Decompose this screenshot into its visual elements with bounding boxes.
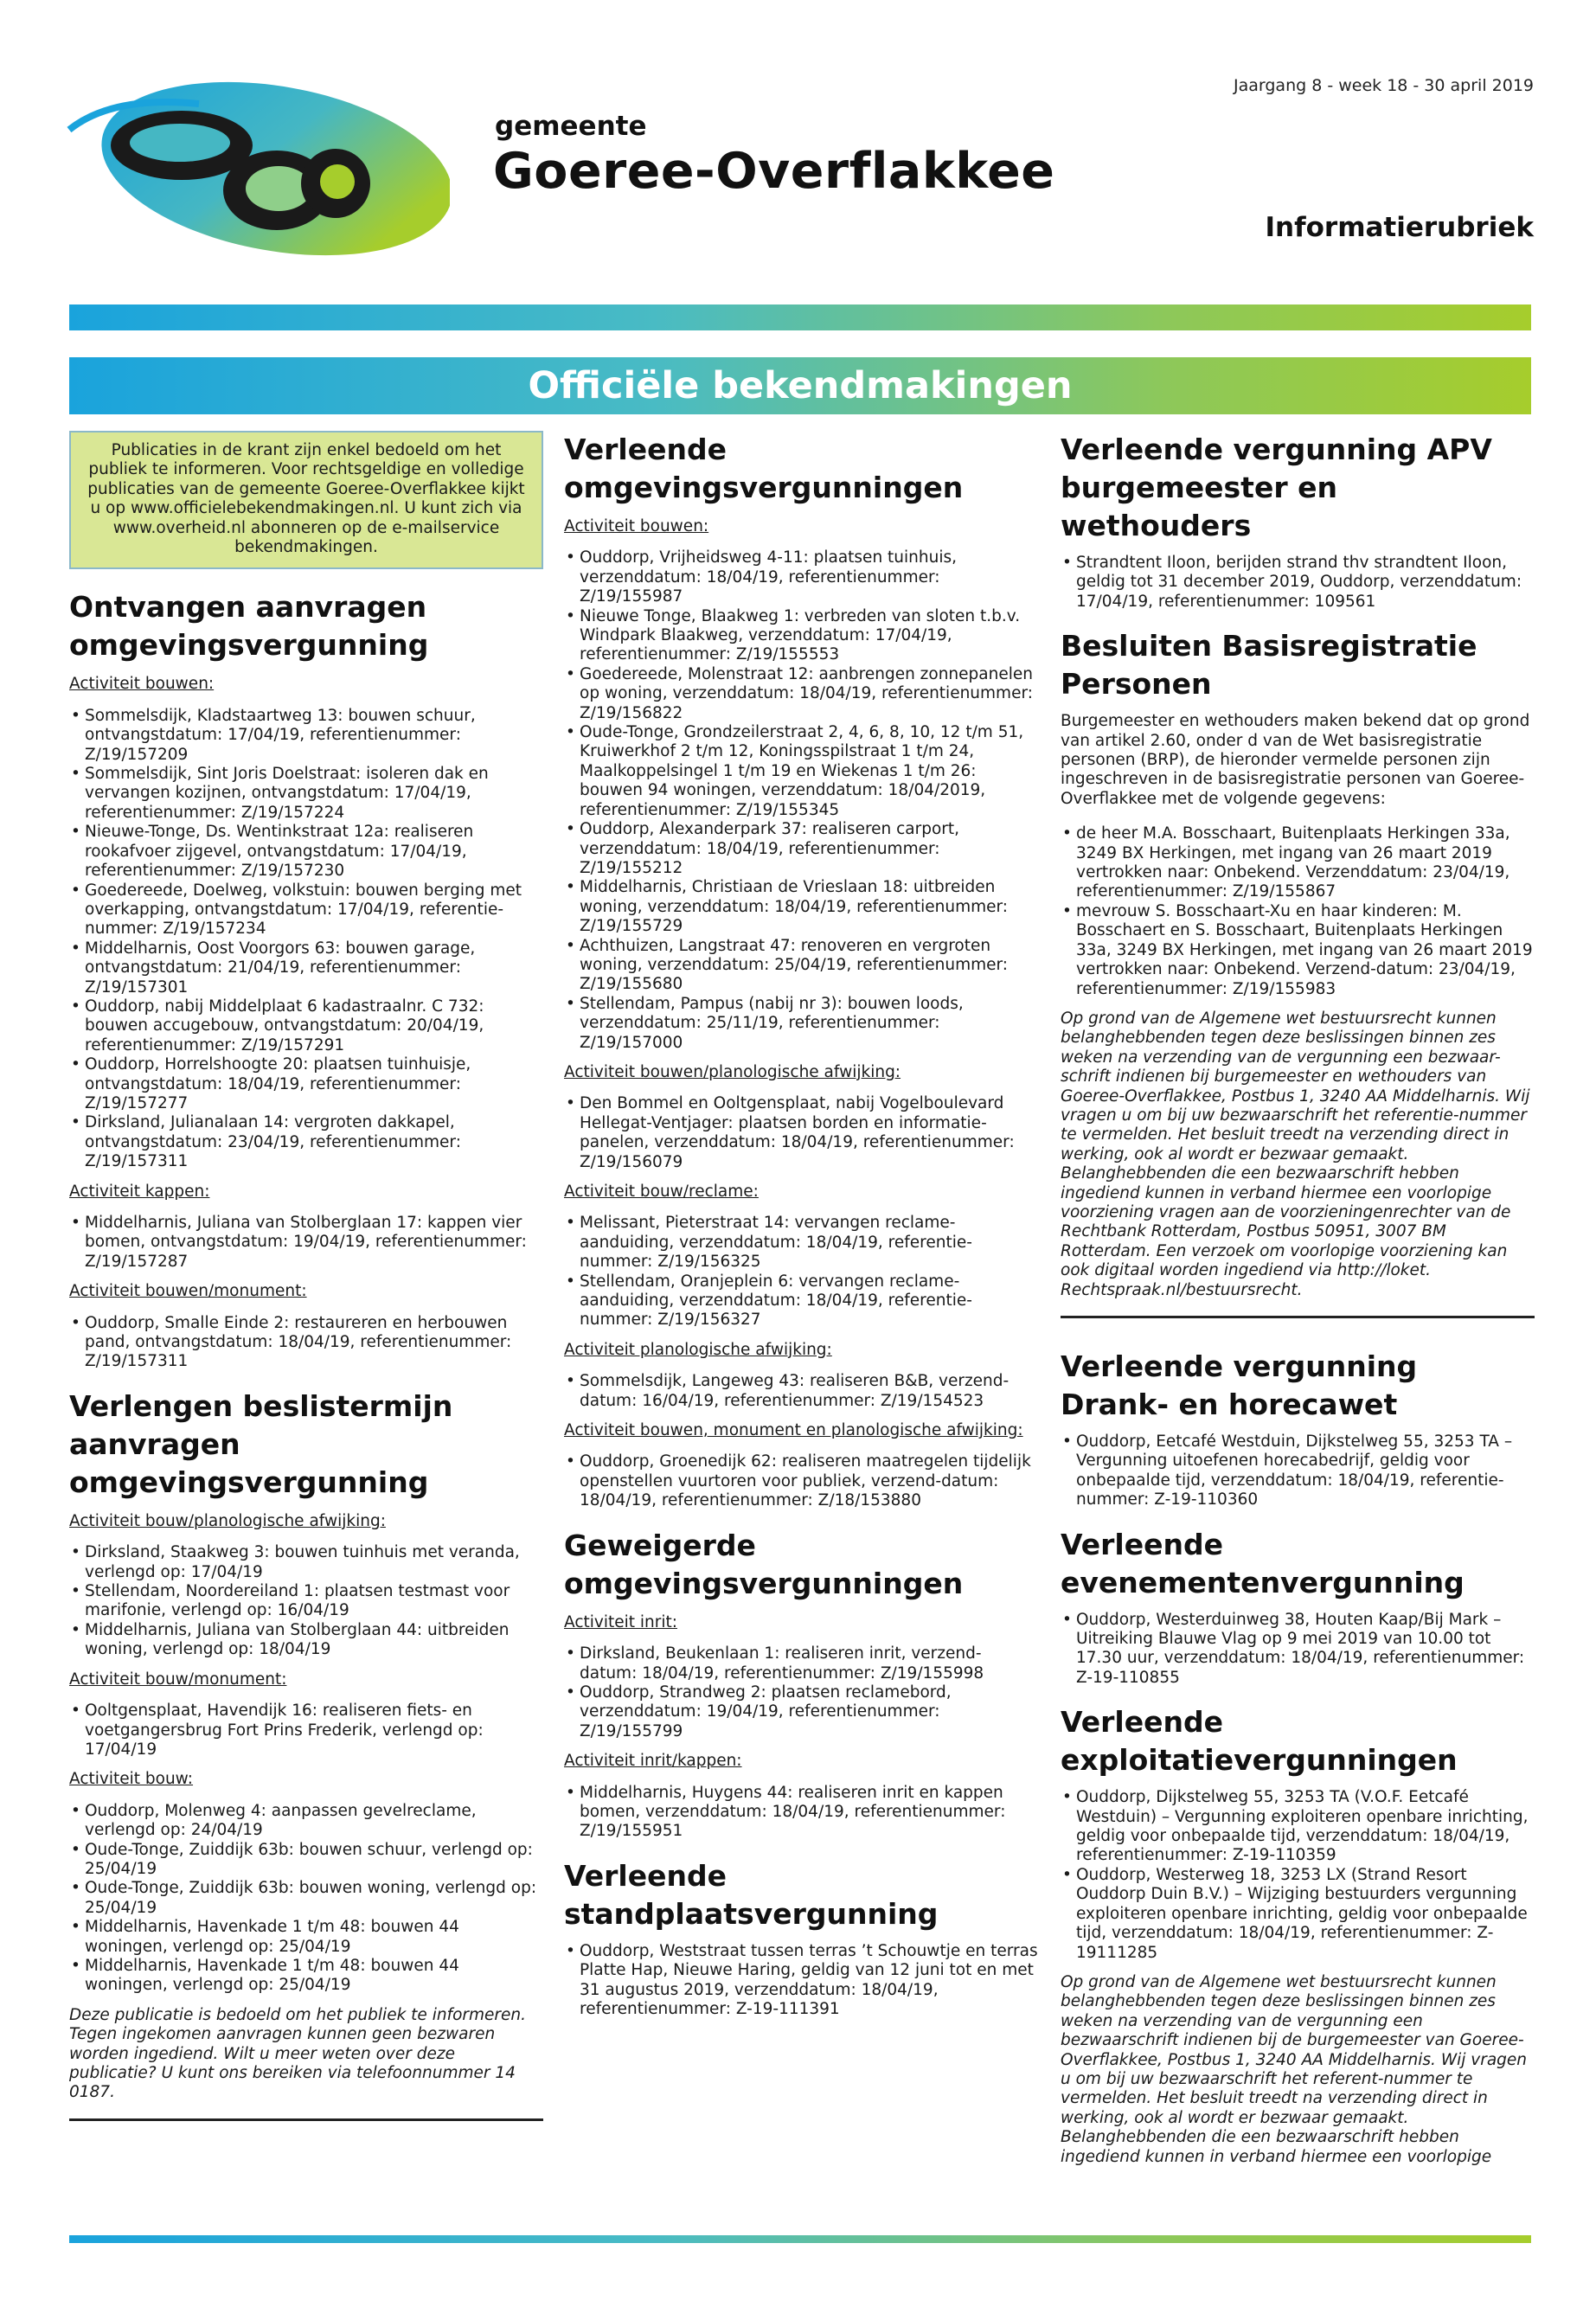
- section-title: Verleende vergunning APV burgemeester en wethouders: [1061, 433, 1492, 542]
- list-item: • Den Bommel en Ooltgensplaat, nabij Vogelboulevard Hellegat-Ventjager: plaatsen borden en informatie-panelen, verzenddatum: 18/04/19, referentienummer: Z/19/156079: [564, 1094, 1038, 1172]
- list-item: • Middelharnis, Christiaan de Vrieslaan 18: uitbreiden woning, verzenddatum: 18/04/19, referentienummer: Z/19/155729: [564, 878, 1038, 936]
- list-item: • Dirksland, Julianalaan 14: vergroten dakkapel, ontvangstdatum: 23/04/19, referentienummer: Z/19/157311: [69, 1113, 543, 1171]
- section-title: Verleende vergunning Drank- en horecawet: [1061, 1349, 1418, 1421]
- list-item: • Middelharnis, Huygens 44: realiseren inrit en kappen bomen, verzenddatum: 18/04/19, referentienummer: Z/19/155951: [564, 1784, 1038, 1842]
- column-left: [69, 431, 543, 2150]
- list-item: • mevrouw S. Bosschaart-Xu en haar kinderen: M. Bosschaert en S. Bosschaart, Buitenplaats Herkingen 33a, 3249 BX Herkingen, met ingang van 26 maart 2019 vertrokken naar: Onbekend. Verzend-datum: 23/04/19, referentienummer: Z/19/155983: [1061, 902, 1535, 999]
- item-list: [1061, 1433, 1535, 1510]
- list-item: • Nieuwe Tonge, Blaakweg 1: verbreden van sloten t.b.v. Windpark Blaakweg, verzenddatum: 17/04/19, referentienummer: Z/19/155553: [564, 607, 1038, 665]
- list-item: • Middelharnis, Juliana van Stolberglaan 44: uitbreiden woning, verlengd op: 18/04/19: [69, 1621, 543, 1660]
- list-item: • Ouddorp, Westerweg 18, 3253 LX (Strand Resort Ouddorp Duin B.V.) – Wijziging bestuurders vergunning exploiteren openbare inrichting, geldig voor onbepaalde tijd, verzenddatum: 18/04/19, referentienummer: Z-19111285: [1061, 1866, 1535, 1963]
- item-list: [1061, 1611, 1535, 1689]
- list-item: • Ouddorp, Weststraat tussen terras ’t Schouwtje en terras Platte Hap, Nieuwe Haring, geldig van 12 juni tot en met 31 augustus 2019, verzenddatum: 18/04/19, referentienummer: Z-19-111391: [564, 1942, 1038, 2020]
- item-list: [69, 1214, 543, 1272]
- item-list: [564, 1942, 1038, 2020]
- category-label: Activiteit inrit:: [564, 1612, 677, 1631]
- section-title: Ontvangen aanvragen omgevingsvergunning: [69, 590, 429, 663]
- category-label: Activiteit bouw/monument:: [69, 1670, 287, 1689]
- brand-prefix: gemeente: [495, 111, 647, 142]
- item-list: [69, 1802, 543, 1996]
- list-item: • Sommelsdijk, Kladstaartweg 13: bouwen schuur, ontvangstdatum: 17/04/19, referentienummer: Z/19/157209: [69, 707, 543, 765]
- list-item: • Ouddorp, Molenweg 4: aanpassen gevelreclame, verlengd op: 24/04/19: [69, 1802, 543, 1841]
- closing-text: Deze publicatie is bedoeld om het publiek te informeren. Tegen ingekomen aanvragen kunnen geen bezwaren worden ingediend. Wilt u meer weten over deze publicatie? U kunt ons bereiken via telefoonnummer 14 0187.: [69, 2005, 526, 2102]
- list-item: • Melissant, Pieterstraat 14: vervangen reclame-aanduiding, verzenddatum: 18/04/19, referentie-nummer: Z/19/156325: [564, 1214, 1038, 1272]
- list-item: • Dirksland, Staakweg 3: bouwen tuinhuis met veranda, verlengd op: 17/04/19: [69, 1543, 543, 1582]
- banner-title: Officiële bekendmakingen: [528, 364, 1073, 407]
- divider: [69, 2118, 543, 2121]
- list-item: • Oude-Tonge, Zuiddijk 63b: bouwen schuur, verlengd op: 25/04/19: [69, 1841, 543, 1880]
- list-item: • Goedereede, Molenstraat 12: aanbrengen zonnepanelen op woning, verzenddatum: 18/04/19, referentienummer: Z/19/156822: [564, 665, 1038, 723]
- top-gradient-bar: [69, 304, 1531, 330]
- item-list: [1061, 824, 1535, 999]
- section-title: Verleende evenementenvergunning: [1061, 1527, 1465, 1599]
- list-item: • Stellendam, Oranjeplein 6: vervangen reclame-aanduiding, verzenddatum: 18/04/19, referentie-nummer: Z/19/156327: [564, 1272, 1038, 1330]
- list-item: • Middelharnis, Havenkade 1 t/m 48: bouwen 44 woningen, verlengd op: 25/04/19: [69, 1957, 543, 1996]
- list-item: • Ouddorp, Dijkstelweg 55, 3253 TA (V.O.F. Eetcafé Westduin) – Vergunning exploiteren openbare inrichting, geldig voor onbepaalde tijd, verzenddatum: 18/04/19, referentienummer: Z-19-110359: [1061, 1788, 1535, 1866]
- item-list: [564, 1644, 1038, 1741]
- bottom-gradient-bar: [69, 2235, 1531, 2243]
- column-middle: [564, 431, 1038, 2029]
- category-label: Activiteit bouwen:: [69, 675, 215, 694]
- list-item: • Ouddorp, Strandweg 2: plaatsen reclamebord, verzenddatum: 19/04/19, referentienummer: Z/19/155799: [564, 1683, 1038, 1741]
- banner: [69, 357, 1531, 414]
- list-item: • Oude-Tonge, Zuiddijk 63b: bouwen woning, verlengd op: 25/04/19: [69, 1879, 543, 1918]
- list-item: • Ouddorp, nabij Middelplaat 6 kadastraalnr. C 732: bouwen accugebouw, ontvangstdatum: 20/04/19, referentienummer: Z/19/157291: [69, 997, 543, 1055]
- item-list: [1061, 554, 1535, 612]
- list-item: • Middelharnis, Oost Voorgors 63: bouwen garage, ontvangstdatum: 21/04/19, referentienummer: Z/19/157301: [69, 939, 543, 997]
- notice-box: Publicaties in de krant zijn enkel bedoeld om het publiek te informeren. Voor rechtsgeldige en volledige publicaties van de gemeente Goeree-Overflakkee kijkt u op www.officielebekendmakingen.nl. U kunt zich via www.overheid.nl abonneren op de e-mailservice bekendmakingen.: [69, 431, 543, 569]
- list-item: • Ouddorp, Smalle Einde 2: restaureren en herbouwen pand, ontvangstdatum: 18/04/19, referentienummer: Z/19/157311: [69, 1314, 543, 1372]
- item-list: [564, 548, 1038, 1053]
- section-title: Verleende exploitatievergunningen: [1061, 1705, 1458, 1778]
- list-item: • Achthuizen, Langstraat 47: renoveren en vergroten woning, verzenddatum: 25/04/19, referentienummer: Z/19/155680: [564, 937, 1038, 995]
- category-label: Activiteit bouwen, monument en planologische afwijking:: [564, 1421, 1023, 1440]
- logo-graphic: [61, 78, 450, 268]
- section-title: Geweigerde omgevingsvergunningen: [564, 1528, 964, 1600]
- item-list: [564, 1214, 1038, 1330]
- list-item: • Ouddorp, Vrijheidsweg 4-11: plaatsen tuinhuis, verzenddatum: 18/04/19, referentienummer: Z/19/155987: [564, 548, 1038, 606]
- item-list: [69, 1314, 543, 1372]
- list-item: • Stellendam, Noordereiland 1: plaatsen testmast voor marifonie, verlengd op: 16/04/19: [69, 1582, 543, 1621]
- column-right: [1061, 431, 1535, 2182]
- section-title: Besluiten Basisregistratie Personen: [1061, 629, 1477, 702]
- section-title: Verlengen beslistermijn aanvragen omgevingsvergunning: [69, 1388, 453, 1499]
- closing-text: Op grond van de Algemene wet bestuursrecht kunnen belanghebbenden tegen deze beslissingen binnen zes weken na verzending van de vergunning een bezwaar-schrift indienen bij burgemeester en wethouders van Goeree-Overflakkee, Postbus 1, 3240 AA Middelharnis. Wij vragen u om bij uw bezwaarschrift het referentie-nummer te vermelden. Het besluit treedt na verzending direct in werking, ook al wordt er bezwaar gemaakt. Belanghebbenden die een bezwaarschrift hebben ingediend kunnen in verband hiermee een voorlopige voorziening vragen aan de voorzieningenrechter van de Rechtbank Rotterdam, Postbus 50951, 3007 BM Rotterdam. Een verzoek om voorlopige voorziening kan ook digitaal worden ingediend via http://loket. Rechtspraak.nl/bestuursrecht.: [1061, 1009, 1530, 1299]
- list-item: • Sommelsdijk, Langeweg 43: realiseren B&B, verzend-datum: 16/04/19, referentienummer: Z/19/154523: [564, 1372, 1038, 1411]
- list-item: • Dirksland, Beukenlaan 1: realiseren inrit, verzend-datum: 18/04/19, referentienummer: Z/19/155998: [564, 1644, 1038, 1683]
- item-list: [69, 1543, 543, 1659]
- section-title: Verleende standplaatsvergunning: [564, 1858, 939, 1931]
- municipality-logo: [61, 78, 450, 268]
- list-item: • Nieuwe-Tonge, Ds. Wentinkstraat 12a: realiseren rookafvoer zijgevel, ontvangstdatum: 17/04/19, referentienummer: Z/19/157230: [69, 823, 543, 881]
- intro-text: Burgemeester en wethouders maken bekend dat op grond van artikel 2.60, onder d van de Wet basisregistratie personen (BRP), de hieronder vermelde personen zijn ingeschreven in de basisregistratie personen van Goeree-Overflakkee met de volgende gegevens:: [1061, 712, 1530, 808]
- category-label: Activiteit bouw/reclame:: [564, 1183, 759, 1201]
- brand-name: Goeree-Overflakkee: [493, 143, 1055, 200]
- list-item: • Ouddorp, Horrelshoogte 20: plaatsen tuinhuisje, ontvangstdatum: 18/04/19, referentienummer: Z/19/157277: [69, 1055, 543, 1113]
- list-item: • de heer M.A. Bosschaart, Buitenplaats Herkingen 33a, 3249 BX Herkingen, met ingang van 26 maart 2019 vertrokken naar: Onbekend. Verzenddatum: 23/04/19, referentienummer: Z/19/155867: [1061, 824, 1535, 902]
- category-label: Activiteit bouwen/monument:: [69, 1282, 307, 1301]
- issue-info: Jaargang 8 - week 18 - 30 april 2019: [1234, 76, 1534, 95]
- section-label: Informatierubriek: [1265, 212, 1534, 243]
- item-list: [564, 1094, 1038, 1172]
- category-label: Activiteit bouw/planologische afwijking:: [69, 1511, 386, 1530]
- list-item: • Sommelsdijk, Sint Joris Doelstraat: isoleren dak en vervangen kozijnen, ontvangstdatum: 17/04/19, referentienummer: Z/19/157224: [69, 765, 543, 823]
- divider: [1061, 1316, 1535, 1318]
- list-item: • Oude-Tonge, Grondzeilerstraat 2, 4, 6, 8, 10, 12 t/m 51, Kruiwerkhof 2 t/m 12, Koningsspilstraat 1 t/m 24, Maalkoppelsingel 1 t/m 19 en Wiekenas 1 t/m 26: bouwen 94 woningen, verzenddatum: 18/04/2019, referentienummer: Z/19/155345: [564, 723, 1038, 820]
- category-label: Activiteit bouwen/planologische afwijking:: [564, 1062, 901, 1081]
- list-item: • Ouddorp, Alexanderpark 37: realiseren carport, verzenddatum: 18/04/19, referentienummer: Z/19/155212: [564, 820, 1038, 878]
- list-item: • Goedereede, Doelweg, volkstuin: bouwen berging met overkapping, ontvangstdatum: 17/04/19, referentie-nummer: Z/19/157234: [69, 881, 543, 939]
- item-list: [564, 1452, 1038, 1510]
- list-item: • Ouddorp, Westerduinweg 38, Houten Kaap/Bij Mark – Uitreiking Blauwe Vlag op 9 mei 2019 van 10.00 tot 17.30 uur, verzenddatum: 18/04/19, referentienummer: Z-19-110855: [1061, 1611, 1535, 1689]
- closing-text: Op grond van de Algemene wet bestuursrecht kunnen belanghebbenden tegen deze beslissingen binnen zes weken na verzending van de vergunning een bezwaarschrift indienen bij de burgemeester van Goeree-Overflakkee, Postbus 1, 3240 AA Middelharnis. Wij vragen u om bij uw bezwaarschrift het referent-nummer te vermelden. Het besluit treedt na verzending direct in werking, ook al wordt er bezwaar gemaakt. Belanghebbenden die een bezwaarschrift hebben ingediend kunnen in verband hiermee een voorlopige: [1061, 1972, 1528, 2166]
- category-label: Activiteit planologische afwijking:: [564, 1340, 832, 1359]
- list-item: • Ooltgensplaat, Havendijk 16: realiseren fiets- en voetgangersbrug Fort Prins Frederik, verlengd op: 17/04/19: [69, 1702, 543, 1759]
- item-list: [1061, 1788, 1535, 1963]
- list-item: • Middelharnis, Havenkade 1 t/m 48: bouwen 44 woningen, verlengd op: 25/04/19: [69, 1918, 543, 1957]
- item-list: [564, 1784, 1038, 1842]
- section-title: Verleende omgevingsvergunningen: [564, 433, 964, 504]
- item-list: [69, 1702, 543, 1759]
- list-item: • Strandtent Iloon, berijden strand thv strandtent Iloon, geldig tot 31 december 2019, Ouddorp, verzenddatum: 17/04/19, referentienummer: 109561: [1061, 554, 1535, 612]
- list-item: • Ouddorp, Eetcafé Westduin, Dijkstelweg 55, 3253 TA – Vergunning uitoefenen horecabedrijf, geldig voor onbepaalde tijd, verzenddatum: 18/04/19, referentie-nummer: Z-19-110360: [1061, 1433, 1535, 1510]
- list-item: • Middelharnis, Juliana van Stolberglaan 17: kappen vier bomen, ontvangstdatum: 19/04/19, referentienummer: Z/19/157287: [69, 1214, 543, 1272]
- item-list: [564, 1372, 1038, 1411]
- category-label: Activiteit bouw:: [69, 1770, 194, 1789]
- category-label: Activiteit bouwen:: [564, 517, 709, 535]
- list-item: • Ouddorp, Groenedijk 62: realiseren maatregelen tijdelijk openstellen vuurtoren voor publiek, verzend-datum: 18/04/19, referentienummer: Z/18/153880: [564, 1452, 1038, 1510]
- list-item: • Stellendam, Pampus (nabij nr 3): bouwen loods, verzenddatum: 25/11/19, referentienummer: Z/19/157000: [564, 995, 1038, 1053]
- item-list: [69, 707, 543, 1172]
- category-label: Activiteit inrit/kappen:: [564, 1752, 742, 1771]
- category-label: Activiteit kappen:: [69, 1182, 210, 1201]
